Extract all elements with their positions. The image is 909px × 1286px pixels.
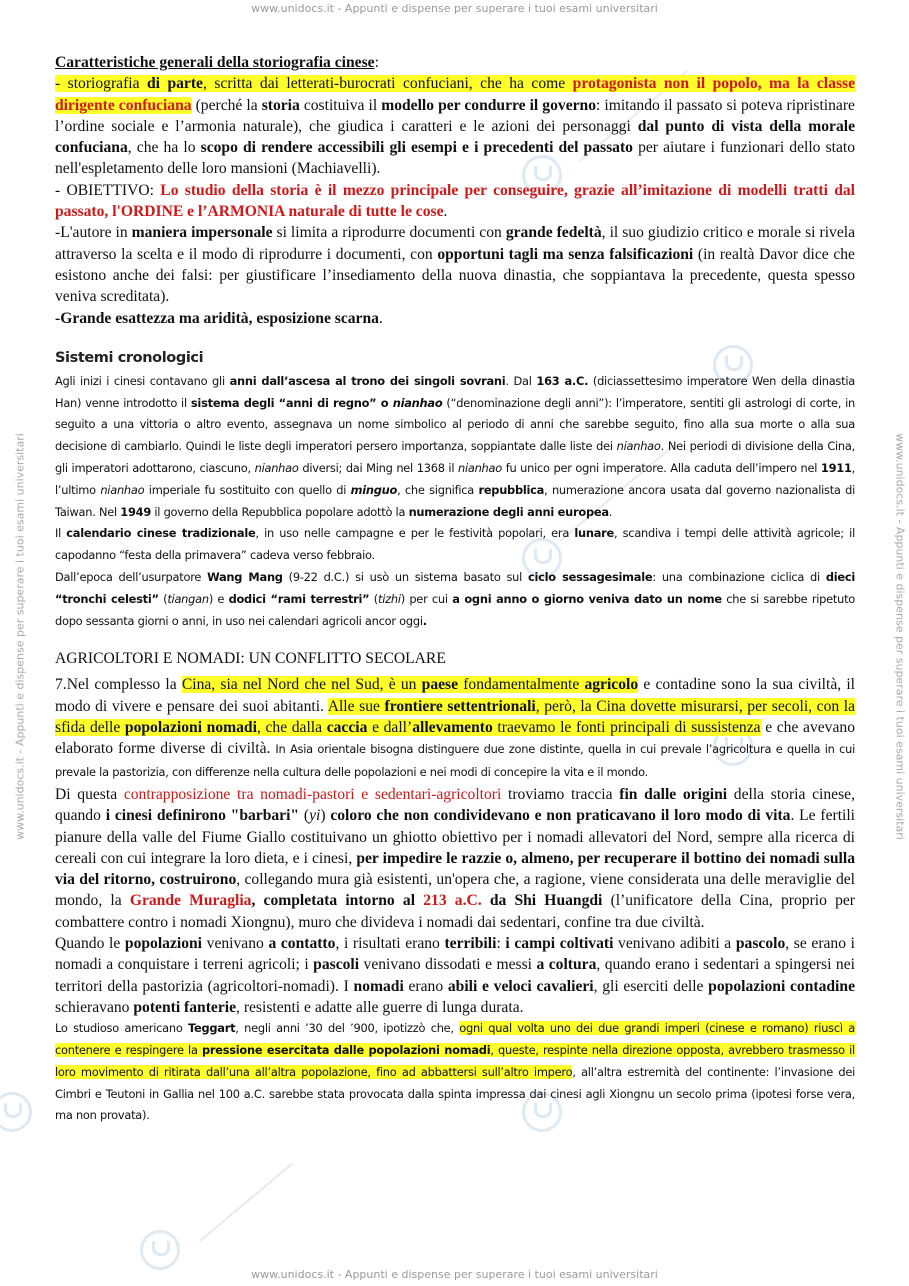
watermark-side-right: www.unidocs.it - Appunti e dispense per superare i tuoi esami universitari — [893, 433, 907, 840]
section-agricoltori-title: AGRICOLTORI E NOMADI: UN CONFLITTO SECOLARE — [55, 650, 446, 668]
watermark-side-left: www.unidocs.it - Appunti e dispense per superare i tuoi esami universitari — [13, 433, 27, 840]
paragraph: - storiografia di parte, scritta dai letterati-burocrati confuciani, che ha come protagonista non il popolo, ma la classe dirigente confuciana (perché la storia costituiva il modello per condurre il governo: imitando il passato si poteva ripristinare l’ordine sociale e l’armonia naturale), che giudica i caratteri e le azioni dei personaggi dal punto di vista della morale confuciana, che ha lo scopo di rendere accessibili gli esempi e i precedenti del passato per aiutare i funzionari dello stato nell'espletamento delle loro mansioni (Machiavelli). — [55, 75, 856, 178]
paragraph: 7.Nel complesso la Cina, sia nel Nord che nel Sud, è un paese fondamentalmente agricolo e contadine sono la sua civiltà, il modo di vivere e pensare dei suoi abitanti. Alle sue frontiere settentrionali, però, la Cina dovette misurarsi, per secoli, con la sfida delle popolazioni nomadi, che dalla caccia e dall’allevamento traevamo le fonti principali di sussistenza e che avevano elaborato forme diverse di civiltà. In Asia orientale bisogna distinguere due zone distinte, quella in cui prevale l’agricoltura e quella in cui prevale la pastorizia, con differenze nella cultura delle popolazioni e nei modi di concepire la vita e il mondo. — [55, 676, 856, 780]
paragraph: - OBIETTIVO: Lo studio della storia è il mezzo principale per conseguire, grazie all’imitazione di modelli tratti dal passato, l'ORDINE e l’ARMONIA naturale di tutte le cose. — [55, 181, 856, 221]
document-page — [55, 52, 855, 1127]
paragraph: Di questa contrapposizione tra nomadi-pastori e sedentari-agricoltori troviamo traccia fin dalle origini della storia cinese, quando i cinesi definirono "barbari" (yi) coloro che non condividevano e non praticavano il loro modo di vita. Le fertili pianure della valle del Fiume Giallo costituivano un ghiotto obiettivo per i nomadi allevatori del Nord, sempre alla ricerca di cereali con cui integrare la loro dieta, e i cinesi, per impedire le razzie o, almeno, per recuperare il bottino dei nomadi sulla via del ritorno, costruirono, collegando mura già esistenti, un'opera che, a ragione, viene considerata una delle meraviglie del mondo, la Grande Muraglia, completata intorno al 213 a.C. da Shi Huangdi (l’unificatore della Cina, proprio per combattere contro i nomadi Xiongnu), muro che divideva i nomadi dai sedentari, confine tra due civiltà. — [55, 785, 856, 931]
paragraph: Agli inizi i cinesi contavano gli anni dall’ascesa al trono dei singoli sovrani. Dal 163 a.C. (diciassettesimo imperatore Wen della dinastia Han) venne introdotto il sistema degli “anni di regno” o nianhao (“denominazione degli anni”): l’imperatore, sentiti gli astrologi di corte, in seguito a una vittoria o altro evento, assegnava un nome simbolico al periodo di anni che sarebbe seguito, fino alla sua morte o alla sua decisione di cambiarlo. Quindi le liste degli imperatori persero importanza, soppiantate dalle liste dei nianhao. Nei periodi di divisione della Cina, gli imperatori adottarono, ciascuno, nianhao diversi; dai Ming nel 1368 il nianhao fu unico per ogni imperatore. Alla caduta dell’impero nel 1911, l’ultimo nianhao imperiale fu sostituito con quello di minguo, che significa repubblica, numerazione ancora usata dal governo nazionalista di Taiwan. Nel 1949 il governo della Repubblica popolare adottò la numerazione degli anni europea. — [55, 373, 856, 519]
section-storiografia-title: Caratteristiche generali della storiografia cinese: — [55, 54, 379, 71]
watermark-line — [199, 1163, 292, 1242]
paragraph: Lo studioso americano Teggart, negli anni ’30 del ’900, ipotizzò che, ogni qual volta uno dei due grandi imperi (cinese e romano) riuscì a contenere e respingere la pressione esercitata dalle popolazioni nomadi, queste, respinte nella direzione opposta, avrebbero trasmesso il loro movimento di ritirata dall’una all’altra popolazione, fino ad abbattersi sull’altro impero, all’altra estremità del continente: l’invasione dei Cimbri e Teutoni in Gallia nel 100 a.C. sarebbe stata provocata dalla spinta impressa dai cinesi agli Xiongnu un secolo prima (ipotesi forse vera, ma non provata). — [55, 1021, 855, 1123]
paragraph: -L'autore in maniera impersonale si limita a riprodurre documenti con grande fedeltà, il suo giudizio critico e morale si rivela attraverso la scelta e il modo di riprodurre i documenti, con opportuni tagli ma senza falsificazioni (in realtà Davor dice che esistono anche dei falsi: per giustificare l’insediamento della nuova dinastia, che soppiantava la precedente, questa spesso veniva screditata). — [55, 224, 855, 306]
paragraph: Quando le popolazioni venivano a contatto, i risultati erano terribili: i campi coltivati venivano adibiti a pascolo, se erano i nomadi a conquistare i terreni agricoli; i pascoli venivano dissodati e messi a coltura, quando erano i sedentari a spingersi nei territori della pastorizia (agricoltori-nomadi). I nomadi erano abili e veloci cavalieri, gli eserciti delle popolazioni contadine schieravano potenti fanterie, resistenti e adatte alle guerre di lunga durata. — [55, 934, 855, 1016]
watermark-logo-icon — [140, 1230, 180, 1270]
paragraph: -Grande esattezza ma aridità, esposizione scarna. — [55, 309, 383, 327]
paragraph: Il calendario cinese tradizionale, in uso nelle campagne e per le festività popolari, era lunare, scandiva i tempi delle attività agricole; il capodanno “festa della primavera” cadeva verso febbraio. — [55, 526, 855, 563]
watermark-logo-icon — [0, 1092, 32, 1132]
section-sistemi-title: Sistemi cronologici — [55, 349, 204, 366]
paragraph: Dall’epoca dell’usurpatore Wang Mang (9-22 d.C.) si usò un sistema basato sul ciclo sessagesimale: una combinazione ciclica di dieci “tronchi celesti” (tiangan) e dodici “rami terrestri” (tizhi) per cui a ogni anno o giorno veniva dato un nome che si sarebbe ripetuto dopo sessanta giorni o anni, in uso nei calendari agricoli ancor oggi. — [55, 570, 856, 628]
watermark-bottom: www.unidocs.it - Appunti e dispense per superare i tuoi esami universitari — [251, 1268, 658, 1281]
watermark-top: www.unidocs.it - Appunti e dispense per superare i tuoi esami universitari — [251, 2, 658, 15]
